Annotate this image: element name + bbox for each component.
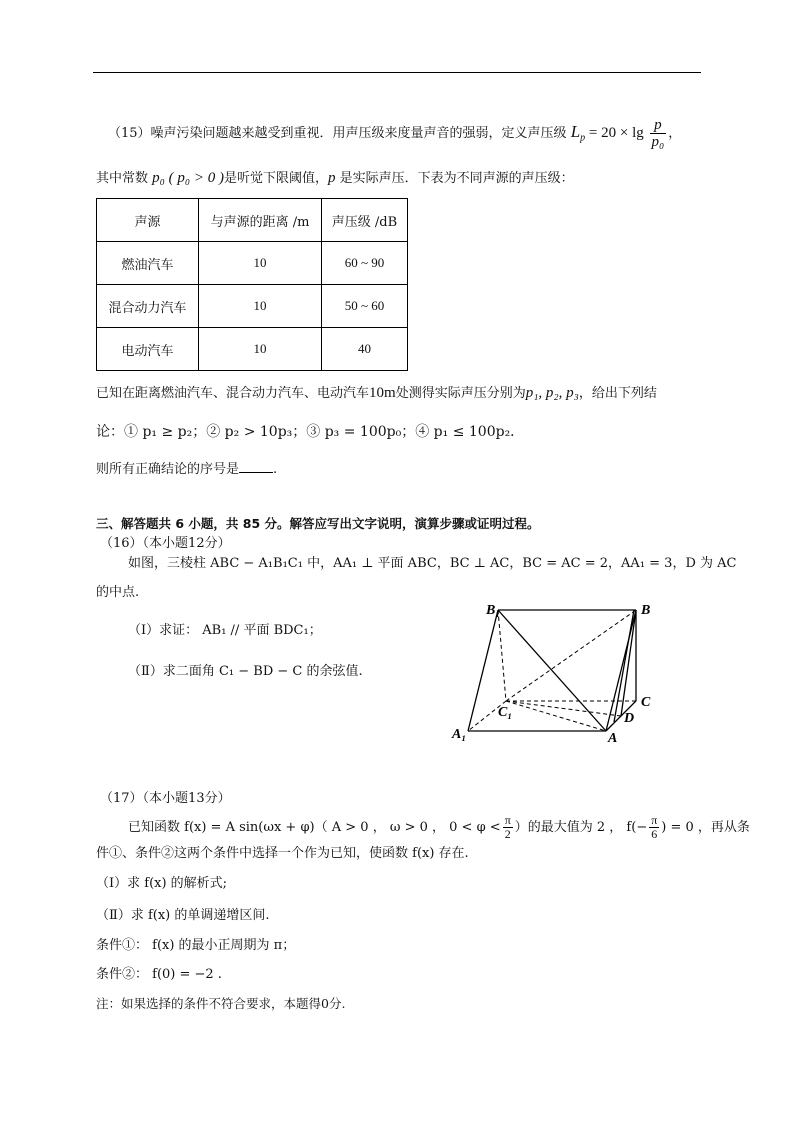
q15-answer-line — [96, 460, 277, 478]
q15-answer-prompt: 则所有正确结论的序号是 — [96, 462, 240, 477]
table-cell: 40 — [322, 328, 408, 371]
label-a: A — [608, 731, 618, 746]
q17-note: 注：如果选择的条件不符合要求，本题得0分. — [96, 996, 346, 1011]
q15-pressure-text: 处测得实际声压分别为 — [395, 386, 526, 401]
edge-b1-a — [498, 610, 606, 731]
q15-table-intro: 是实际声压．下表为不同声源的声压级： — [339, 171, 574, 186]
dashed-b1-c1 — [498, 610, 506, 701]
formula-fraction — [650, 117, 667, 151]
q17-line2: 件①、条件②这两个条件中选择一个作为已知，使函数 f(x) 存在. — [96, 846, 469, 861]
formula-denominator: p₀ — [651, 134, 665, 150]
q15-pressures: p₁, p₂, p₃ — [525, 385, 579, 401]
table-header-cell: 与声源的距离 /m — [199, 199, 322, 242]
formula-lhs: L — [570, 122, 581, 141]
dashed-c1-a — [506, 701, 606, 731]
table-cell: 10 — [199, 242, 322, 285]
table-cell: 10 — [199, 285, 322, 328]
formula-mid: = 20 × lg — [585, 125, 648, 141]
table-cell: 燃油汽车 — [97, 242, 199, 285]
table-header-row — [97, 199, 408, 242]
frac-denominator: 2 — [504, 827, 511, 841]
edge-b1-a1 — [468, 610, 498, 731]
q15-line1 — [108, 112, 681, 152]
q15-constant-text: 其中常数 — [96, 171, 149, 186]
table-row — [97, 328, 408, 371]
label-c1: C₁ — [498, 705, 513, 720]
table-cell: 电动汽车 — [97, 328, 199, 371]
frac-denominator: 6 — [651, 827, 658, 841]
q15-intro: （15）噪声污染问题越来越受到重视．用声压级来度量声音的强弱，定义声压级 — [108, 126, 567, 141]
q15-p-symbol: p — [327, 170, 336, 186]
section3-heading: 三、解答题共 6 小题，共 85 分。解答应写出文字说明，演算步骤或证明过程。 — [96, 516, 540, 531]
q16-line2: 的中点. — [96, 585, 140, 600]
q15-line3-end: ，给出下列结 — [578, 386, 657, 401]
answer-blank[interactable] — [239, 460, 273, 473]
label-d: D — [624, 711, 635, 726]
q15-line1-end: ， — [668, 126, 682, 141]
q17-line1-end: ) = 0 ，再从条 — [661, 820, 750, 835]
label-a1: A₁ — [452, 727, 467, 742]
q16-line1: 如图，三棱柱 ABC − A₁B₁C₁ 中，AA₁ ⊥ 平面 ABC，BC ⊥ AC，BC = AC = 2，AA₁ = 3，D 为 AC — [128, 556, 737, 571]
q16-title: （16）（本小题12分） — [100, 536, 231, 551]
q17-frac-pi-2 — [503, 814, 513, 841]
frac-numerator: π — [504, 812, 511, 827]
q17-title: （17）（本小题13分） — [100, 791, 231, 806]
label-c: C — [641, 695, 651, 710]
q17-part1: （Ⅰ）求 f(x) 的解析式; — [96, 876, 228, 891]
table-header-cell: 声压级 /dB — [322, 199, 408, 242]
q15-answer-end: . — [273, 462, 278, 477]
q15-conclusions: 论：① p₁ ≥ p₂；② p₂ > 10p₃；③ p₃ = 100p₀；④ p₁ ≤ 100p₂． — [96, 424, 525, 440]
q17-part2: （Ⅱ）求 f(x) 的单调递增区间. — [96, 908, 270, 923]
formula-numerator: p — [650, 117, 667, 135]
header-rule — [93, 72, 701, 73]
label-b1: B₁ — [486, 603, 501, 618]
table-row — [97, 242, 408, 285]
q15-line2 — [96, 169, 574, 187]
q17-max-text: ）的最大值为 2 ， f(− — [514, 820, 648, 835]
q17-line1 — [128, 808, 750, 848]
q15-distance: 10m — [369, 385, 396, 401]
table-header-cell: 声源 — [97, 199, 199, 242]
table-cell: 60 ~ 90 — [322, 242, 408, 285]
label-b: B — [641, 603, 651, 618]
table-cell: 50 ~ 60 — [322, 285, 408, 328]
q16-part2: （Ⅱ）求二面角 C₁ − BD − C 的余弦值. — [128, 664, 363, 679]
q17-frac-pi-6 — [649, 814, 659, 841]
q17-condition2: 条件②： f(0) = −2 . — [96, 967, 222, 982]
formula-lhs-sub: p — [580, 132, 586, 144]
table-cell: 10 — [199, 328, 322, 371]
q17-condition1: 条件①： f(x) 的最小正周期为 π； — [96, 938, 296, 953]
q17-function-def: 已知函数 f(x) = A sin(ωx + φ)（ A > 0 ， ω > 0 ， 0 < φ < — [128, 820, 501, 835]
q15-measure-text: 已知在距离燃油汽车、混合动力汽车、电动汽车 — [96, 386, 370, 401]
q15-line3 — [96, 384, 657, 402]
q15-constant-math: p₀ ( p₀ > 0 ) — [152, 170, 224, 186]
table-row — [97, 285, 408, 328]
dashed-c1-d — [506, 701, 621, 716]
sound-level-table — [96, 198, 408, 371]
prism-figure — [448, 598, 668, 746]
q15-threshold-text: 是听觉下限阈值， — [223, 171, 328, 186]
table-cell: 混合动力汽车 — [97, 285, 199, 328]
q16-part1: （Ⅰ）求证： AB₁ // 平面 BDC₁； — [128, 623, 322, 638]
frac-numerator: π — [651, 812, 658, 827]
